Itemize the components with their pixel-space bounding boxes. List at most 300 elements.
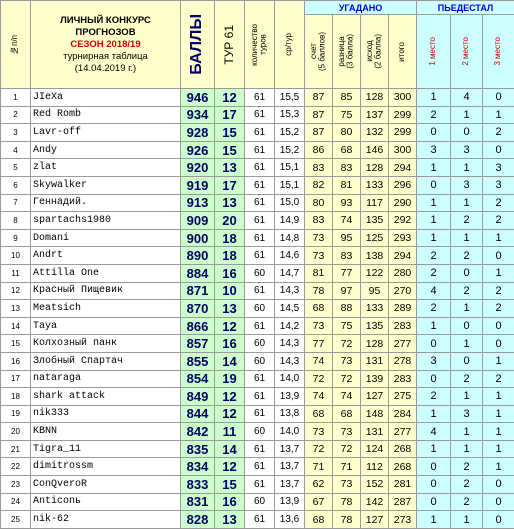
outcome-count: 133 <box>361 300 389 318</box>
first-place-count: 4 <box>417 423 451 441</box>
rounds-count: 61 <box>245 458 275 476</box>
rounds-count: 61 <box>245 370 275 388</box>
second-place-count: 1 <box>451 229 483 247</box>
avg-per-round: 14,7 <box>275 264 305 282</box>
participant-name: Taya <box>31 317 181 335</box>
first-place-count: 2 <box>417 106 451 124</box>
participant-name: shark attack <box>31 388 181 406</box>
goal-diff-count: 75 <box>333 106 361 124</box>
third-place-count: 1 <box>483 352 514 370</box>
participant-name: Красный Пищевик <box>31 282 181 300</box>
exact-score-count: 83 <box>305 212 333 230</box>
first-place-count: 1 <box>417 440 451 458</box>
rounds-count: 61 <box>245 176 275 194</box>
avg-per-round: 14,8 <box>275 229 305 247</box>
participant-name: nik-62 <box>31 511 181 529</box>
goal-diff-count: 73 <box>333 352 361 370</box>
guessed-total: 293 <box>389 229 417 247</box>
round-points: 13 <box>215 194 245 212</box>
second-place-count: 2 <box>451 212 483 230</box>
avg-per-round: 15,0 <box>275 194 305 212</box>
guessed-total: 300 <box>389 141 417 159</box>
total-points: 870 <box>181 300 215 318</box>
guessed-total: 300 <box>389 89 417 107</box>
guessed-total: 277 <box>389 423 417 441</box>
goal-diff-count: 68 <box>333 141 361 159</box>
total-points: 890 <box>181 247 215 265</box>
rounds-count: 61 <box>245 388 275 406</box>
avg-per-round: 13,9 <box>275 493 305 511</box>
third-place-count: 0 <box>483 511 514 529</box>
first-place-count: 0 <box>417 458 451 476</box>
goal-diff-count: 83 <box>333 159 361 177</box>
second-place-count: 1 <box>451 194 483 212</box>
participant-name: ConQveroR <box>31 476 181 494</box>
table-row <box>1 511 514 529</box>
exact-score-count: 67 <box>305 493 333 511</box>
table-row <box>1 229 514 247</box>
table-row <box>1 264 514 282</box>
rounds-count: 61 <box>245 229 275 247</box>
participant-name: zlat <box>31 159 181 177</box>
row-number: 24 <box>1 493 31 511</box>
table-row <box>1 282 514 300</box>
second-place-count: 1 <box>451 423 483 441</box>
row-number: 11 <box>1 264 31 282</box>
rounds-count: 60 <box>245 300 275 318</box>
place3-header: 3 место <box>483 15 514 89</box>
first-place-count: 1 <box>417 511 451 529</box>
round-points: 16 <box>215 335 245 353</box>
rounds-count: 61 <box>245 89 275 107</box>
third-place-count: 1 <box>483 264 514 282</box>
participant-name: Domani <box>31 229 181 247</box>
participant-name: spartachs1980 <box>31 212 181 230</box>
rounds-count: 61 <box>245 405 275 423</box>
round-points: 16 <box>215 493 245 511</box>
row-number: 15 <box>1 335 31 353</box>
first-place-count: 0 <box>417 335 451 353</box>
row-number: 2 <box>1 106 31 124</box>
second-place-count: 1 <box>451 300 483 318</box>
rounds-count: 60 <box>245 264 275 282</box>
participant-name: JIeXa <box>31 89 181 107</box>
standings-rows <box>1 89 514 529</box>
first-place-count: 0 <box>417 476 451 494</box>
goal-diff-count: 93 <box>333 194 361 212</box>
second-place-count: 2 <box>451 247 483 265</box>
avg-per-round: 13,7 <box>275 476 305 494</box>
goal-diff-count: 97 <box>333 282 361 300</box>
round-points: 14 <box>215 440 245 458</box>
row-number: 23 <box>1 476 31 494</box>
guessed-total: 277 <box>389 335 417 353</box>
table-row <box>1 212 514 230</box>
avg-per-round: 14,0 <box>275 423 305 441</box>
guessed-total: 278 <box>389 352 417 370</box>
table-row <box>1 440 514 458</box>
place1-header: 1 место <box>417 15 451 89</box>
total-points: 857 <box>181 335 215 353</box>
table-row <box>1 493 514 511</box>
table-row <box>1 476 514 494</box>
title-cell <box>31 1 181 89</box>
first-place-count: 0 <box>417 176 451 194</box>
first-place-count: 1 <box>417 317 451 335</box>
goal-diff-count: 80 <box>333 124 361 142</box>
table-row <box>1 159 514 177</box>
num-header: №п/п <box>1 1 31 89</box>
outcome-count: 125 <box>361 229 389 247</box>
guessed-total: 281 <box>389 476 417 494</box>
avg-per-round: 15,5 <box>275 89 305 107</box>
table-row <box>1 335 514 353</box>
balls-header: БАЛЛЫ <box>181 1 215 89</box>
avg-per-round: 13,6 <box>275 511 305 529</box>
exact-score-count: 68 <box>305 511 333 529</box>
outcome-count: 137 <box>361 106 389 124</box>
exact-score-count: 73 <box>305 229 333 247</box>
round-points: 19 <box>215 370 245 388</box>
season-label: СЕЗОН 2018/19 <box>31 39 180 51</box>
rounds-count: 61 <box>245 212 275 230</box>
participant-name: Attilla One <box>31 264 181 282</box>
third-place-count: 2 <box>483 282 514 300</box>
goal-diff-count: 78 <box>333 511 361 529</box>
exact-score-count: 73 <box>305 247 333 265</box>
goal-diff-count: 78 <box>333 493 361 511</box>
rounds-count: 60 <box>245 335 275 353</box>
round-points: 13 <box>215 300 245 318</box>
exact-score-count: 87 <box>305 124 333 142</box>
second-place-count: 3 <box>451 176 483 194</box>
avg-per-round: 14,9 <box>275 212 305 230</box>
outcome-count: 124 <box>361 440 389 458</box>
round-points: 16 <box>215 264 245 282</box>
exact-score-count: 87 <box>305 89 333 107</box>
guessed-total: 270 <box>389 282 417 300</box>
guessed-total: 294 <box>389 159 417 177</box>
second-place-count: 2 <box>451 370 483 388</box>
round-points: 12 <box>215 89 245 107</box>
total-points: 909 <box>181 212 215 230</box>
round-points: 17 <box>215 106 245 124</box>
exact-score-count: 72 <box>305 440 333 458</box>
row-number: 4 <box>1 141 31 159</box>
goal-diff-count: 74 <box>333 212 361 230</box>
exact-score-count: 86 <box>305 141 333 159</box>
guessed-total: 292 <box>389 212 417 230</box>
third-place-count: 3 <box>483 176 514 194</box>
round-points: 18 <box>215 229 245 247</box>
exact-score-count: 73 <box>305 317 333 335</box>
place2-header: 2 место <box>451 15 483 89</box>
first-place-count: 3 <box>417 141 451 159</box>
outcome-count: 122 <box>361 264 389 282</box>
row-number: 12 <box>1 282 31 300</box>
table-row <box>1 423 514 441</box>
exact-score-count: 77 <box>305 335 333 353</box>
outcome-count: 131 <box>361 423 389 441</box>
table-row <box>1 370 514 388</box>
exact-score-count: 81 <box>305 264 333 282</box>
rounds-count: 61 <box>245 476 275 494</box>
guessed-total: 290 <box>389 194 417 212</box>
goal-diff-count: 72 <box>333 335 361 353</box>
round-points: 18 <box>215 247 245 265</box>
second-place-count: 2 <box>451 458 483 476</box>
goal-diff-count: 72 <box>333 370 361 388</box>
table-row <box>1 352 514 370</box>
guessed-total: 283 <box>389 317 417 335</box>
third-place-count: 1 <box>483 440 514 458</box>
row-number: 8 <box>1 212 31 230</box>
avg-per-round: 14,0 <box>275 370 305 388</box>
guessed-total: 283 <box>389 370 417 388</box>
avg-per-round: 14,2 <box>275 317 305 335</box>
guessed-total: 289 <box>389 300 417 318</box>
first-place-count: 0 <box>417 493 451 511</box>
avg-per-round: 13,9 <box>275 388 305 406</box>
third-place-count: 1 <box>483 229 514 247</box>
outcome-count: 133 <box>361 176 389 194</box>
total-points: 866 <box>181 317 215 335</box>
guessed-total: 280 <box>389 264 417 282</box>
avg-per-round: 14,6 <box>275 247 305 265</box>
outcome-count: 135 <box>361 212 389 230</box>
third-place-count: 1 <box>483 423 514 441</box>
kolvo-header: количество туров <box>245 1 275 89</box>
first-place-count: 1 <box>417 229 451 247</box>
exact-score-count: 80 <box>305 194 333 212</box>
total-points: 884 <box>181 264 215 282</box>
avg-per-round: 15,2 <box>275 124 305 142</box>
table-row <box>1 300 514 318</box>
total-points: 842 <box>181 423 215 441</box>
avg-per-round: 13,8 <box>275 405 305 423</box>
round-points: 12 <box>215 388 245 406</box>
participant-name: nataraga <box>31 370 181 388</box>
first-place-count: 1 <box>417 89 451 107</box>
row-number: 22 <box>1 458 31 476</box>
first-place-count: 0 <box>417 370 451 388</box>
second-place-count: 0 <box>451 124 483 142</box>
outcome-count: 128 <box>361 159 389 177</box>
row-number: 5 <box>1 159 31 177</box>
total-points: 926 <box>181 141 215 159</box>
guessed-total: 299 <box>389 124 417 142</box>
exact-score-count: 62 <box>305 476 333 494</box>
goal-diff-count: 85 <box>333 89 361 107</box>
third-place-count: 0 <box>483 89 514 107</box>
second-place-count: 2 <box>451 493 483 511</box>
round-points: 10 <box>215 282 245 300</box>
outcome-count: 148 <box>361 405 389 423</box>
table-row <box>1 405 514 423</box>
row-number: 1 <box>1 89 31 107</box>
guessed-group-header: УГАДАНО <box>305 1 417 15</box>
row-number: 14 <box>1 317 31 335</box>
participant-name: Red Romb <box>31 106 181 124</box>
goal-diff-count: 88 <box>333 300 361 318</box>
exact-score-count: 74 <box>305 388 333 406</box>
total-points: 900 <box>181 229 215 247</box>
total-points: 934 <box>181 106 215 124</box>
avg-per-round: 13,7 <box>275 440 305 458</box>
guessed-total: 273 <box>389 511 417 529</box>
total-points: 871 <box>181 282 215 300</box>
table-row <box>1 247 514 265</box>
round-points: 17 <box>215 176 245 194</box>
table-row <box>1 317 514 335</box>
row-number: 25 <box>1 511 31 529</box>
participant-name: Tigra_11 <box>31 440 181 458</box>
table-row <box>1 89 514 107</box>
participant-name: Lavr-off <box>31 124 181 142</box>
rounds-count: 61 <box>245 159 275 177</box>
row-number: 6 <box>1 176 31 194</box>
row-number: 13 <box>1 300 31 318</box>
round-points: 15 <box>215 141 245 159</box>
outcome-count: 135 <box>361 317 389 335</box>
avg-per-round: 14,3 <box>275 335 305 353</box>
subtitle-line1: турнирная таблица <box>31 51 180 63</box>
second-place-count: 1 <box>451 106 483 124</box>
first-place-count: 3 <box>417 352 451 370</box>
third-place-count: 1 <box>483 405 514 423</box>
rounds-count: 61 <box>245 440 275 458</box>
outcome-count: 127 <box>361 388 389 406</box>
exact-score-count: 82 <box>305 176 333 194</box>
avg-per-round: 15,2 <box>275 141 305 159</box>
total-points: 920 <box>181 159 215 177</box>
third-place-count: 0 <box>483 317 514 335</box>
row-number: 16 <box>1 352 31 370</box>
second-place-count: 4 <box>451 89 483 107</box>
table-row <box>1 176 514 194</box>
avg-per-round: 13,7 <box>275 458 305 476</box>
third-place-count: 1 <box>483 458 514 476</box>
round-points: 14 <box>215 352 245 370</box>
round-points: 12 <box>215 405 245 423</box>
outcome-count: 131 <box>361 352 389 370</box>
exact-score-count: 74 <box>305 352 333 370</box>
rounds-count: 61 <box>245 511 275 529</box>
total-points: 834 <box>181 458 215 476</box>
schet-header: счет (5 баллов) <box>305 15 333 89</box>
total-points: 928 <box>181 124 215 142</box>
pedestal-group-header: ПЬЕДЕСТАЛ <box>417 1 514 15</box>
round-points: 13 <box>215 159 245 177</box>
table-row <box>1 141 514 159</box>
guessed-total: 275 <box>389 388 417 406</box>
outcome-count: 138 <box>361 247 389 265</box>
total-points: 835 <box>181 440 215 458</box>
third-place-count: 0 <box>483 493 514 511</box>
first-place-count: 2 <box>417 388 451 406</box>
second-place-count: 1 <box>451 388 483 406</box>
participant-name: Skywalker <box>31 176 181 194</box>
participant-name: nik333 <box>31 405 181 423</box>
guessed-total: 287 <box>389 493 417 511</box>
participant-name: KBNN <box>31 423 181 441</box>
rounds-count: 60 <box>245 352 275 370</box>
outcome-count: 146 <box>361 141 389 159</box>
subtitle-line2: (14.04.2019 г.) <box>31 63 180 75</box>
goal-diff-count: 83 <box>333 247 361 265</box>
first-place-count: 1 <box>417 194 451 212</box>
second-place-count: 3 <box>451 405 483 423</box>
table-row <box>1 124 514 142</box>
goal-diff-count: 68 <box>333 405 361 423</box>
total-points: 854 <box>181 370 215 388</box>
row-number: 19 <box>1 405 31 423</box>
avg-per-round: 14,3 <box>275 282 305 300</box>
rounds-count: 61 <box>245 106 275 124</box>
round-points: 12 <box>215 458 245 476</box>
participant-name: Meatsich <box>31 300 181 318</box>
participant-name: Anticonь <box>31 493 181 511</box>
first-place-count: 4 <box>417 282 451 300</box>
goal-diff-count: 77 <box>333 264 361 282</box>
total-points: 919 <box>181 176 215 194</box>
third-place-count: 0 <box>483 335 514 353</box>
first-place-count: 1 <box>417 405 451 423</box>
table-row <box>1 458 514 476</box>
outcome-count: 128 <box>361 335 389 353</box>
outcome-count: 139 <box>361 370 389 388</box>
guessed-total: 268 <box>389 440 417 458</box>
srtur-header: ср/тур <box>275 1 305 89</box>
first-place-count: 2 <box>417 300 451 318</box>
outcome-count: 112 <box>361 458 389 476</box>
third-place-count: 2 <box>483 370 514 388</box>
goal-diff-count: 81 <box>333 176 361 194</box>
iskhod-header: исход (2 балла) <box>361 15 389 89</box>
raznica-header: разница (3 балла) <box>333 15 361 89</box>
total-points: 855 <box>181 352 215 370</box>
outcome-count: 128 <box>361 89 389 107</box>
rounds-count: 61 <box>245 141 275 159</box>
goal-diff-count: 75 <box>333 317 361 335</box>
participant-name: Геннадий. <box>31 194 181 212</box>
goal-diff-count: 71 <box>333 458 361 476</box>
outcome-count: 142 <box>361 493 389 511</box>
first-place-count: 1 <box>417 212 451 230</box>
second-place-count: 1 <box>451 440 483 458</box>
exact-score-count: 68 <box>305 405 333 423</box>
second-place-count: 1 <box>451 335 483 353</box>
round-points: 20 <box>215 212 245 230</box>
row-number: 7 <box>1 194 31 212</box>
row-number: 20 <box>1 423 31 441</box>
participant-name: Andrt <box>31 247 181 265</box>
exact-score-count: 68 <box>305 300 333 318</box>
rounds-count: 60 <box>245 493 275 511</box>
title-line1: ЛИЧНЫЙ КОНКУРС <box>31 15 180 27</box>
first-place-count: 2 <box>417 264 451 282</box>
second-place-count: 0 <box>451 317 483 335</box>
third-place-count: 1 <box>483 388 514 406</box>
third-place-count: 2 <box>483 124 514 142</box>
round-points: 15 <box>215 476 245 494</box>
second-place-count: 1 <box>451 511 483 529</box>
row-number: 10 <box>1 247 31 265</box>
goal-diff-count: 72 <box>333 440 361 458</box>
row-number: 9 <box>1 229 31 247</box>
exact-score-count: 87 <box>305 106 333 124</box>
guessed-total: 299 <box>389 106 417 124</box>
